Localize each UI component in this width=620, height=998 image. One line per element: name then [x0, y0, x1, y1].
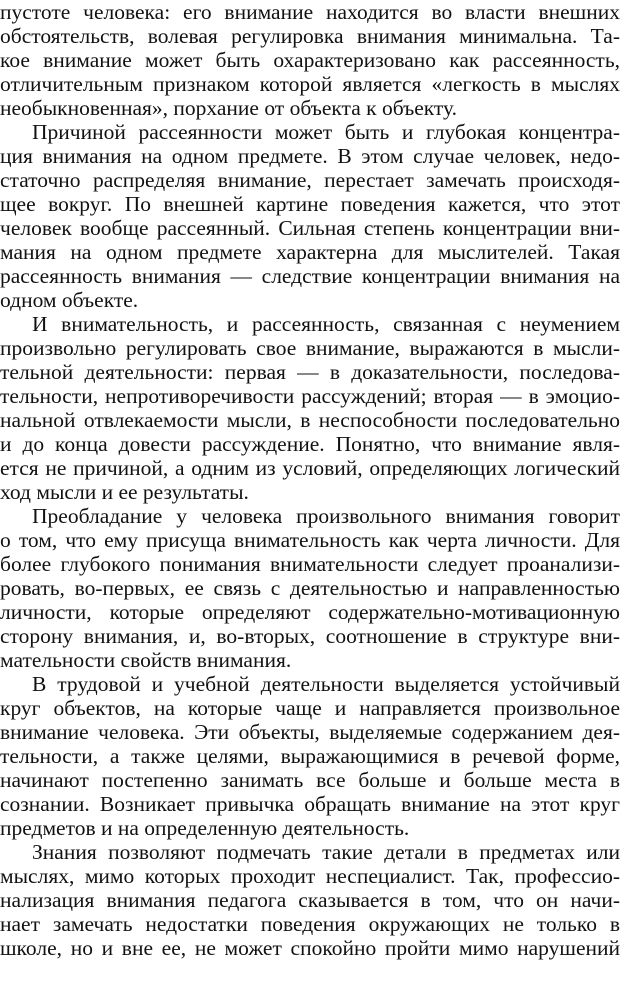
text-line: И внимательность, и рассеянность, связанная с неумением — [32, 312, 620, 336]
text-line: отличительным признаком которой является «легкость в мыслях — [0, 72, 620, 96]
text-line: ется не причиной, а одним из условий, определяющих логический — [0, 456, 620, 480]
text-line: В трудовой и учебной деятельности выделяется устойчивый — [32, 672, 620, 696]
text-line: тельности, непротиворечивости рассуждений; вторая — в эмоцио- — [0, 384, 620, 408]
text-line: и до конца довести рассуждение. Понятно, что внимание явля- — [0, 432, 620, 456]
text-line: нает замечать недостатки поведения окружающих не только в — [0, 912, 620, 936]
text-line: рассеянность внимания — следствие концентрации внимания на — [0, 264, 620, 288]
text-line: тельности, а также целями, выражающимися в речевой форме, — [0, 744, 620, 768]
text-line: начинают постепенно занимать все больше и больше места в — [0, 768, 620, 792]
text-line: необыкновенная», порхание от объекта к объекту. — [0, 96, 458, 120]
text-line: Преобладание у человека произвольного внимания говорит — [32, 504, 620, 528]
text-line: о том, что ему присуща внимательность как черта личности. Для — [0, 528, 620, 552]
text-line: произвольно регулировать свое внимание, выражаются в мысли- — [0, 336, 620, 360]
text-line: ход мысли и ее результаты. — [0, 480, 249, 504]
text-line: статочно распределяя внимание, перестает замечать происходя- — [0, 168, 620, 192]
text-line: мыслях, мимо которых проходит неспециалист. Так, профессио- — [0, 864, 620, 888]
text-line: круг объектов, на которые чаще и направляется произвольное — [0, 696, 620, 720]
text-line: кое внимание может быть охарактеризовано как рассеянность, — [0, 48, 620, 72]
text-line: обстоятельств, волевая регулировка внимания минимальна. Та- — [0, 24, 620, 48]
text-line: предметов и на определенную деятельность. — [0, 816, 410, 840]
text-line: пустоте человека: его внимание находится во власти внешних — [0, 0, 620, 24]
text-line: мания на одном предмете характерна для мыслителей. Такая — [0, 240, 620, 264]
text-line: тельной деятельности: первая — в доказательности, последова- — [0, 360, 620, 384]
text-line: Причиной рассеянности может быть и глубокая концентра- — [32, 120, 620, 144]
text-line: ция внимания на одном предмете. В этом случае человек, недо- — [0, 144, 620, 168]
text-line: ровать, во-первых, ее связь с деятельностью и направленностью — [0, 576, 620, 600]
text-line: мательности свойств внимания. — [0, 648, 292, 672]
text-line: школе, но и вне ее, не может спокойно пройти мимо нарушений — [0, 936, 620, 960]
text-line: человек вообще рассеянный. Сильная степень концентрации вни- — [0, 216, 620, 240]
text-line: внимание человека. Эти объекты, выделяемые содержанием дея- — [0, 720, 620, 744]
text-line: одном объекте. — [0, 288, 139, 312]
text-line: Знания позволяют подмечать такие детали в предметах или — [32, 840, 620, 864]
text-line: нализация внимания педагога сказывается в том, что он начи- — [0, 888, 620, 912]
text-line: личности, которые определяют содержательно-мотивационную — [0, 600, 620, 624]
text-line: сознании. Возникает привычка обращать внимание на этот круг — [0, 792, 620, 816]
text-line: более глубокого понимания внимательности следует проанализи- — [0, 552, 620, 576]
text-line: щее вокруг. По внешней картине поведения кажется, что этот — [0, 192, 620, 216]
text-line: сторону внимания, и, во-вторых, соотношение в структуре вни- — [0, 624, 620, 648]
text-line: нальной отвлекаемости мысли, в неспособности последовательно — [0, 408, 620, 432]
